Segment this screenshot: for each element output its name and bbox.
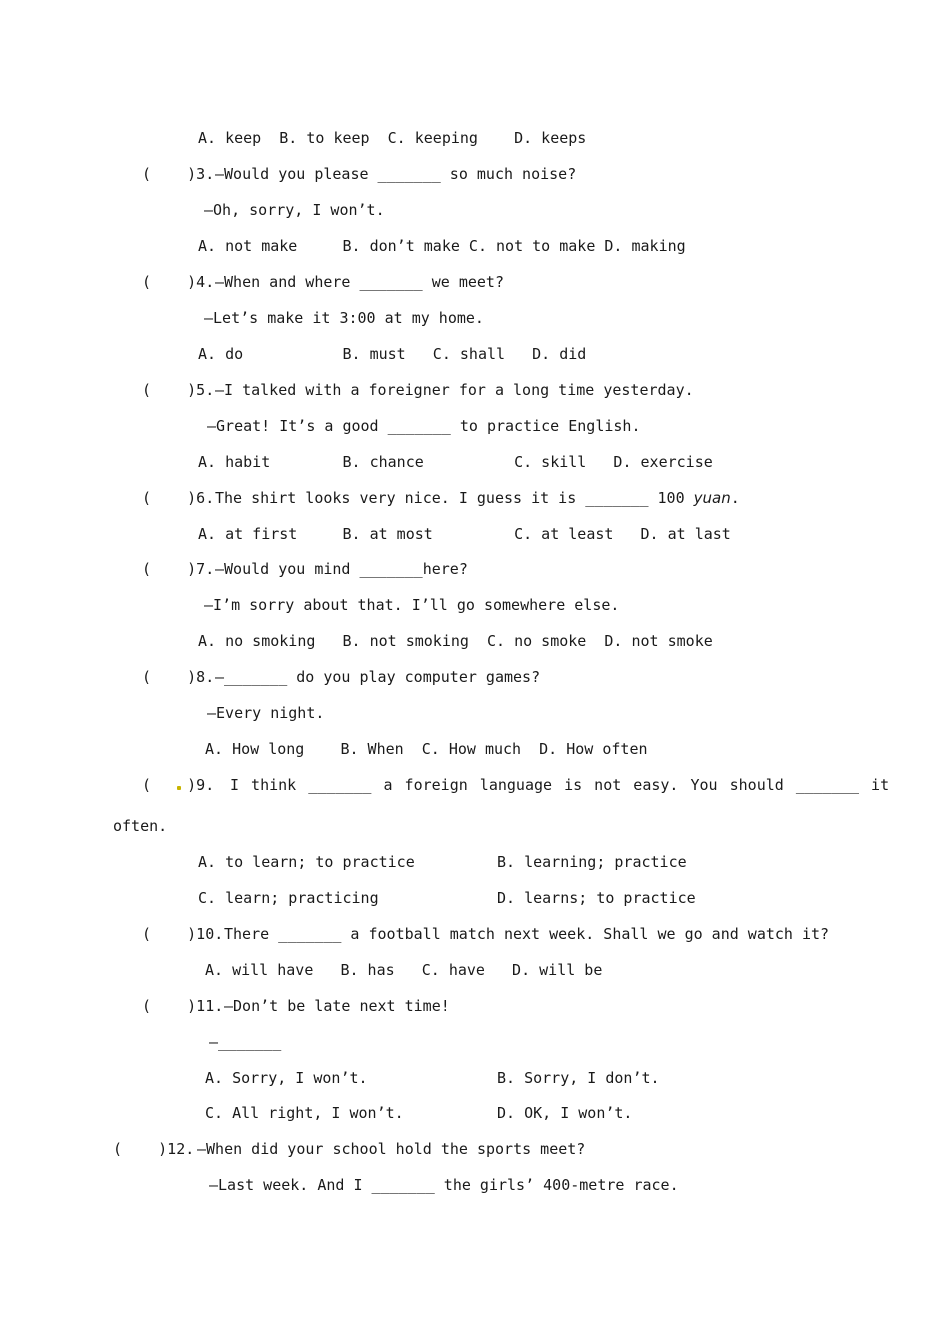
q10-options: A. will have B. has C. have D. will be — [205, 961, 603, 979]
q8-options: A. How long B. When C. How much D. How often — [205, 740, 648, 758]
q6-question-end: . — [730, 489, 740, 507]
q5-reply: —Great! It’s a good _______ to practice English. — [207, 417, 641, 435]
q7-options: A. no smoking B. not smoking C. no smoke D. not smoke — [198, 632, 713, 650]
q6-question-text: The shirt looks very nice. I guess it is _______ 100 — [215, 489, 694, 507]
q6-options: A. at first B. at most C. at least D. at last — [198, 525, 731, 543]
q8-question: —_______ do you play computer games? — [215, 668, 541, 686]
q12-bracket: ( )12. — [113, 1140, 195, 1158]
q6-question-currency: yuan — [693, 489, 731, 507]
q7-bracket: ( )7. — [142, 560, 215, 578]
q6-bracket: ( )6. — [142, 489, 215, 507]
q9-option-b: B. learning; practice — [497, 853, 687, 871]
q12-question: —When did your school hold the sports meet? — [197, 1140, 586, 1158]
q3-question: —Would you please _______ so much noise? — [215, 165, 577, 183]
q9-option-a: A. to learn; to practice — [198, 853, 415, 871]
q4-question: —When and where _______ we meet? — [215, 273, 504, 291]
q12-reply: —Last week. And I _______ the girls’ 400-metre race. — [209, 1176, 679, 1194]
q9-continuation: often. — [113, 817, 168, 835]
q6-question — [215, 488, 740, 508]
q10-question: There _______ a football match next week. Shall we go and watch it? — [224, 925, 830, 943]
q11-question: —Don’t be late next time! — [224, 997, 450, 1015]
q3-bracket: ( )3. — [142, 165, 215, 183]
q9-option-d: D. learns; to practice — [497, 889, 696, 907]
q9-question: I think _______ a foreign language is not easy. You should _______ it — [230, 776, 890, 794]
q9-bracket: ( )9. — [142, 776, 215, 794]
q5-options: A. habit B. chance C. skill D. exercise — [198, 453, 713, 471]
q9-option-c: C. learn; practicing — [198, 889, 379, 907]
q3-reply: —Oh, sorry, I won’t. — [204, 201, 385, 219]
q5-bracket: ( )5. — [142, 381, 215, 399]
q10-bracket: ( )10. — [142, 925, 224, 943]
q11-option-a: A. Sorry, I won’t. — [205, 1069, 368, 1087]
q2-options: A. keep B. to keep C. keeping D. keeps — [198, 129, 587, 147]
q4-bracket: ( )4. — [142, 273, 215, 291]
q3-options: A. not make B. don’t make C. not to make D. making — [198, 237, 686, 255]
q5-question: —I talked with a foreigner for a long time yesterday. — [215, 381, 694, 399]
q7-reply: —I’m sorry about that. I’ll go somewhere else. — [204, 596, 620, 614]
q11-bracket: ( )11. — [142, 997, 224, 1015]
q8-bracket: ( )8. — [142, 668, 215, 686]
q7-question: —Would you mind _______here? — [215, 560, 468, 578]
q8-reply: —Every night. — [207, 704, 325, 722]
q11-option-c: C. All right, I won’t. — [205, 1104, 404, 1122]
q11-reply: —_______ — [209, 1033, 282, 1051]
q4-options: A. do B. must C. shall D. did — [198, 345, 587, 363]
q11-option-d: D. OK, I won’t. — [497, 1104, 633, 1122]
q4-reply: —Let’s make it 3:00 at my home. — [204, 309, 484, 327]
q11-option-b: B. Sorry, I don’t. — [497, 1069, 660, 1087]
